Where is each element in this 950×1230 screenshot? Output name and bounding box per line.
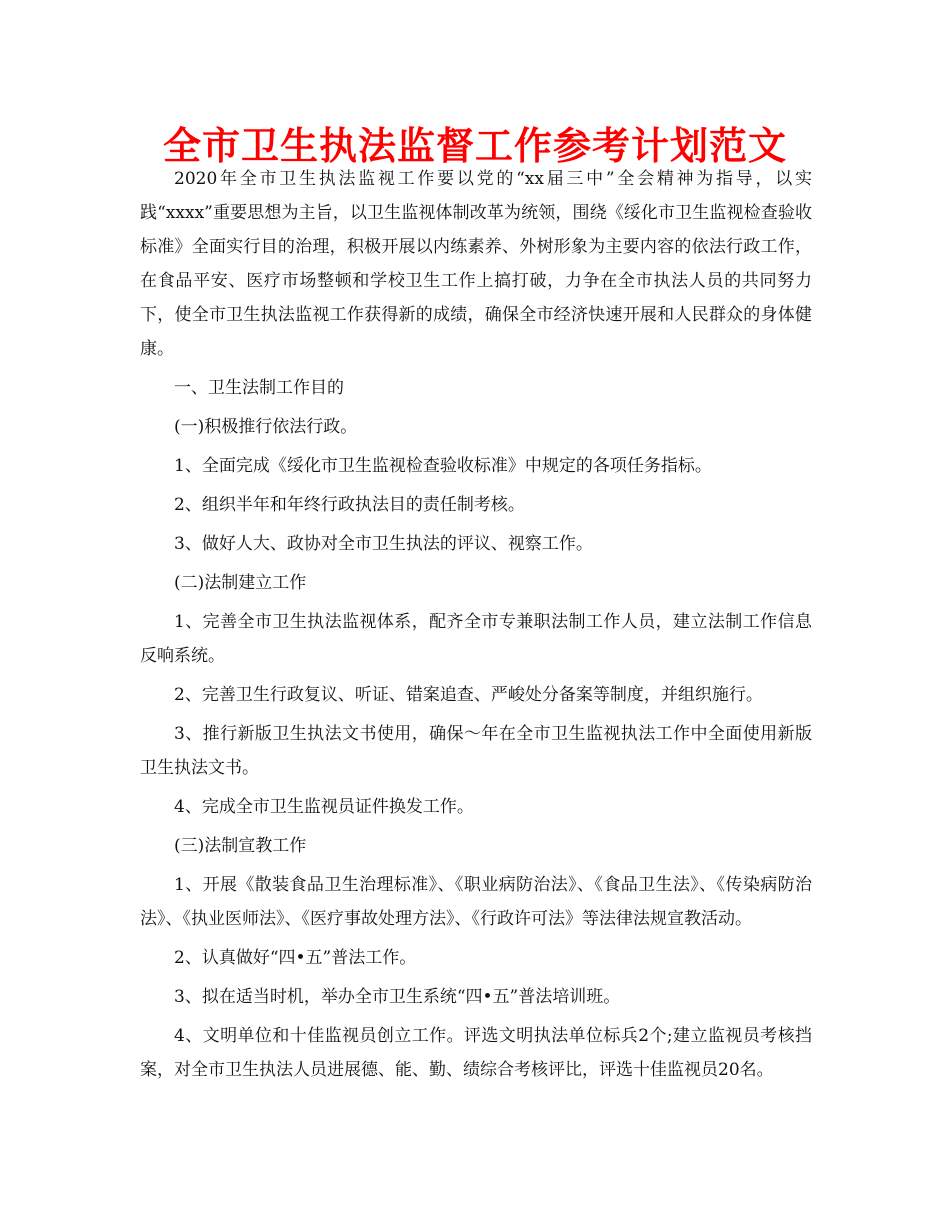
list-item: 3、拟在适当时机，举办全市卫生系统“四•五”普法培训班。 [174,987,621,1007]
section-heading-1: 一、卫生法制工作目的 [174,378,344,398]
subsection-heading-1: (一)积极推行依法行政。 [174,417,358,437]
list-item: 2、认真做好“四•五”普法工作。 [174,948,417,968]
subsection-heading-2: (二)法制建立工作 [174,573,307,593]
document-body [140,162,812,1087]
paragraph-intro: 2020年全市卫生执法监视工作要以党的“xx届三中”全会精神为指导，以实践“xxxx”重要思想为主旨，以卫生监视体制改革为统领，围绕《绥化市卫生监视检查验收标准》全面实行目的治理，积极开展以内练素养、外树形象为主要内容的依法行政工作，在食品平安、医疗市场整顿和学校卫生工作上搞打破，力争在全市执法人员的共同努力下，使全市卫生执法监视工作获得新的成绩，确保全市经济快速开展和人民群众的身体健康。 [140,169,812,359]
list-item: 2、完善卫生行政复议、听证、错案追查、严峻处分备案等制度，并组织施行。 [174,685,763,705]
list-item: 3、推行新版卫生执法文书使用，确保～年在全市卫生监视执法工作中全面使用新版卫生执法文书。 [140,724,812,778]
list-item: 1、全面完成《绥化市卫生监视检查验收标准》中规定的各项任务指标。 [174,456,712,476]
list-item: 4、文明单位和十佳监视员创立工作。评选文明执法单位标兵2个;建立监视员考核挡案，对全市卫生执法人员进展德、能、勤、绩综合考核评比，评选十佳监视员20名。 [140,1026,812,1080]
list-item: 1、开展《散装食品卫生治理标准》、《职业病防治法》、《食品卫生法》、《传染病防治法》、《执业医师法》、《医疗事故处理方法》、《行政许可法》等法律法规宣教活动。 [140,875,812,929]
list-item: 2、组织半年和年终行政执法目的责任制考核。 [174,495,525,515]
list-item: 1、完善全市卫生执法监视体系，配齐全市专兼职法制工作人员，建立法制工作信息反响系统。 [140,612,812,666]
subsection-heading-3: (三)法制宣教工作 [174,836,307,856]
list-item: 3、做好人大、政协对全市卫生执法的评议、视察工作。 [174,534,593,554]
list-item: 4、完成全市卫生监视员证件换发工作。 [174,797,474,817]
document-title: 全市卫生执法监督工作参考计划范文 [162,124,787,168]
